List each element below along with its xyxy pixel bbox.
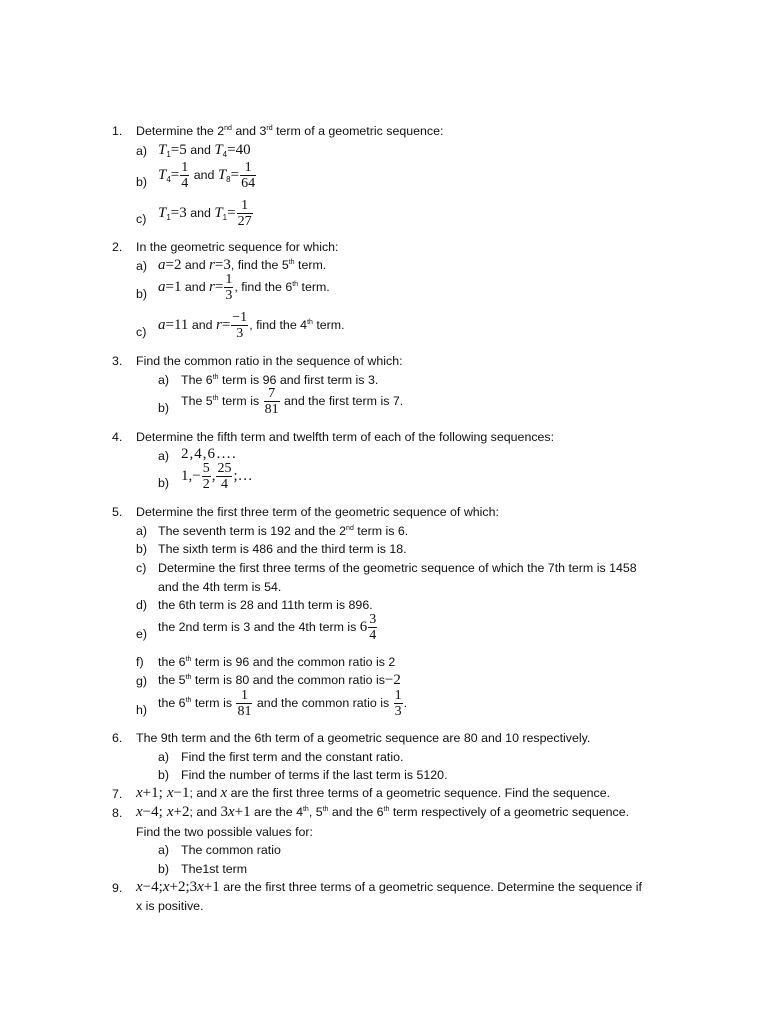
q2-number: 2. [112,240,123,254]
q5-text: Determine the first three term of the geometric sequence of which: [136,505,499,519]
q7-text: x+1; x−1; and x are the first three terms of a geometric sequence. Find the sequence. [136,785,611,801]
q8b-label: b) [158,862,170,876]
q7-number: 7. [112,787,123,801]
q5g-text: the 5th term is 80 and the common ratio is−2 [158,672,401,688]
q6b-text: Find the number of terms if the last term is 5120. [181,768,448,782]
q5b-label: b) [136,542,148,556]
q1-number: 1. [112,124,123,138]
fraction: $\frac{1}{64}$ [241,160,256,192]
q6a-text: Find the first term and the constant ratio. [181,750,404,764]
fraction: $\frac{1}{3}$ [225,272,233,304]
q2c-label: c) [136,325,147,339]
fraction: $\frac{5}{2}$ [202,461,210,493]
q8a-label: a) [158,843,170,857]
q8a-text: The common ratio [181,843,281,857]
q5d-text: the 6th term is 28 and 11th term is 896. [158,598,373,612]
q5f-label: f) [136,655,144,669]
q3b-label: b) [158,401,170,415]
q5e-text: the 2nd term is 3 and the 4th term is 6 $\frac{3}{4}$ [158,612,377,644]
q8-number: 8. [112,806,123,820]
q1-text: Determine the 2nd and 3rd term of a geometric sequence: [136,124,444,138]
q4-text: Determine the fifth term and twelfth term of each of the following sequences: [136,430,555,444]
q9-text: x−4;x+2;3x+1 are the first three terms of a geometric sequence. Determine the sequence if [136,879,642,895]
q5f-text: the 6th term is 96 and the common ratio is 2 [158,655,396,669]
q9-number: 9. [112,881,123,895]
q5g-label: g) [136,674,148,688]
q5d-label: d) [136,598,148,612]
q4b-sequence: 1,− $\frac{5}{2}$ , $\frac{25}{4}$ ;… [181,461,253,493]
q6-number: 6. [112,731,123,745]
q5b-text: The sixth term is 486 and the third term is 18. [158,542,407,556]
fraction: $\frac{1}{4}$ [181,160,189,192]
q5c-text-line1: Determine the first three terms of the geometric sequence of which the 7th term is 1458 [158,561,637,575]
fraction: $\frac{1}{3}$ [394,688,402,720]
fraction: $\frac{7}{81}$ [264,386,279,418]
q5h-label: h) [136,703,148,717]
q3-number: 3. [112,354,123,368]
fraction: $\frac{-1}{3}$ [232,310,248,342]
q5a-label: a) [136,524,148,538]
q5a-text: The seventh term is 192 and the 2nd term is 6. [158,524,409,538]
q5h-text: the 6th term is $\frac{1}{81}$ and the common ratio is $\frac{1}{3}$ . [158,688,408,720]
q8-text: x−4; x+2; and 3x+1 are the 4th, 5th and the 6th term respectively of a geometric sequence. [136,804,630,820]
q1c-text: $T_1=3$ and $T_1=$ $\frac{1}{27}$ [158,198,252,230]
q1b-text: $T_4=$ $\frac{1}{4}$ and $T_8=$ $\frac{1}{64}$ [158,160,256,192]
q5-number: 5. [112,505,123,519]
q8-text-line2: Find the two possible values for: [136,825,314,839]
q1a-text: $T_1=5$ and $T_4=40$ [158,142,251,159]
q1a-label: a) [136,144,148,158]
q4a-sequence: 2,4,6…. [181,446,237,462]
q6-text: The 9th term and the 6th term of a geometric sequence are 80 and 10 respectively. [136,731,591,745]
q8b-text: The1st term [181,862,248,876]
q6a-label: a) [158,750,170,764]
q2b-label: b) [136,287,148,301]
q2-text: In the geometric sequence for which: [136,240,339,254]
q3-text: Find the common ratio in the sequence of which: [136,354,403,368]
q3b-text: The 5th term is $\frac{7}{81}$ and the first term is 7. [181,386,404,418]
q3a-text: The 6th term is 96 and first term is 3. [181,373,379,387]
q5c-text-line2: and the 4th term is 54. [158,580,282,594]
fraction: $\frac{1}{27}$ [237,198,252,230]
q5e-label: e) [136,627,148,641]
q1b-label: b) [136,175,148,189]
q4a-label: a) [158,449,170,463]
q5c-label: c) [136,561,147,575]
q2c-text: a=11 and r= $\frac{-1}{3}$ , find the 4th term. [158,310,345,342]
q9-text-line2: x is positive. [136,899,204,913]
q1c-label: c) [136,212,147,226]
q3a-label: a) [158,373,170,387]
q4b-label: b) [158,476,170,490]
q6b-label: b) [158,768,170,782]
fraction: $\frac{1}{81}$ [237,688,252,720]
q2a-label: a) [136,259,148,273]
q2b-text: a=1 and r= $\frac{1}{3}$ , find the 6th term. [158,272,330,304]
fraction: $\frac{3}{4}$ [369,612,377,644]
q2a-text: a=2 and r=3, find the 5th term. [158,257,327,273]
q4-number: 4. [112,430,123,444]
fraction: $\frac{25}{4}$ [217,461,232,493]
